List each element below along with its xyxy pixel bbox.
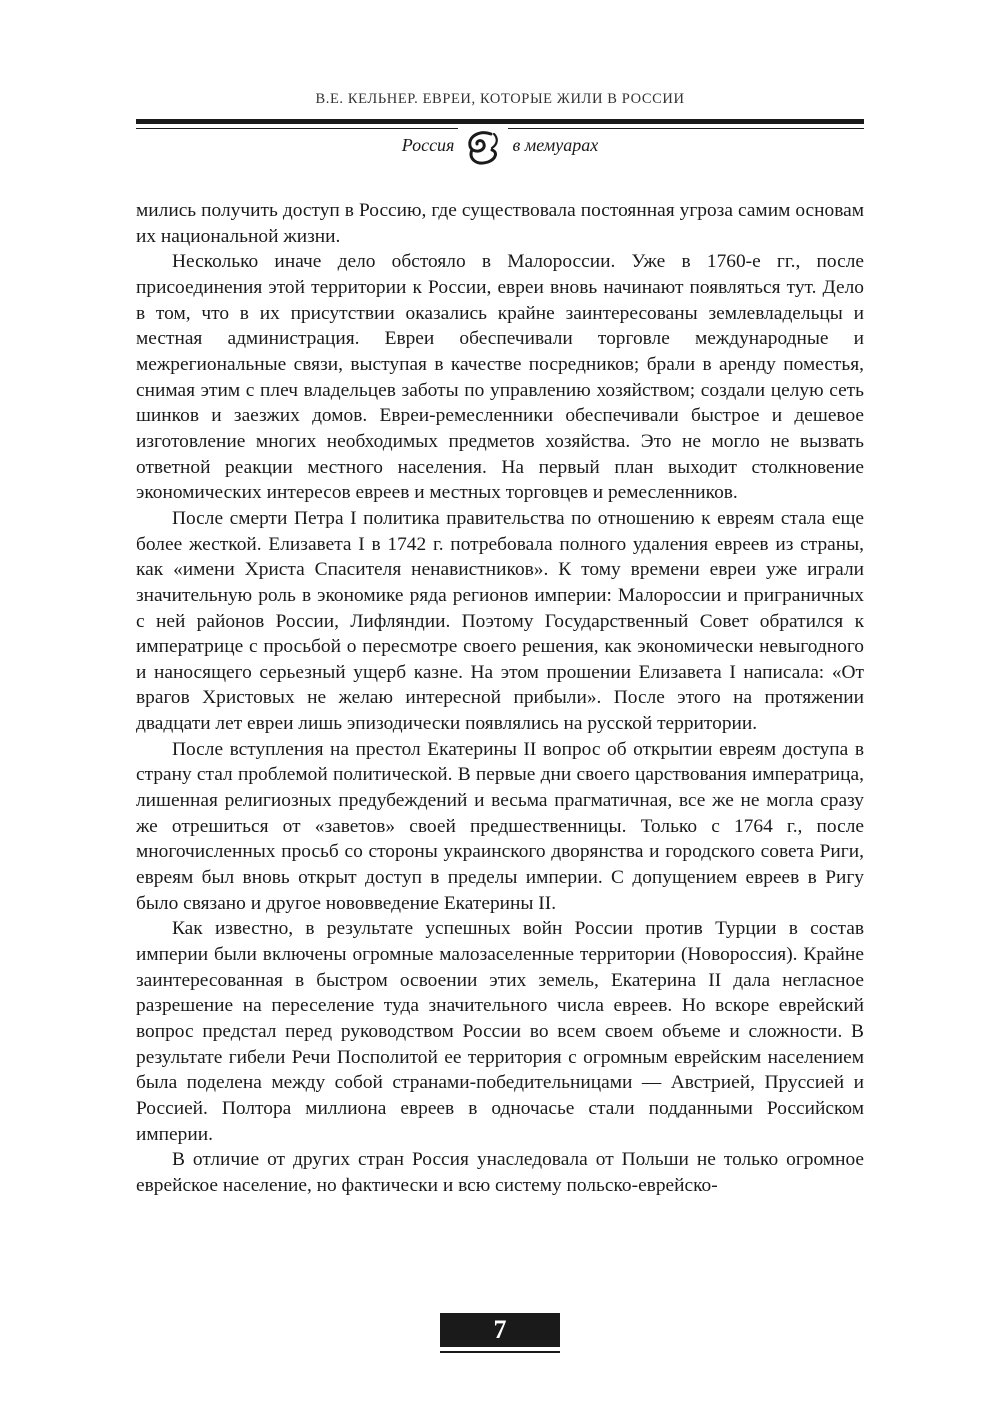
running-head: В.Е. КЕЛЬНЕР. ЕВРЕИ, КОТОРЫЕ ЖИЛИ В РОССИИ [315,91,685,107]
page-number: 7 [440,1313,560,1347]
paragraph: Как известно, в результате успешных войн России против Турции в состав империи были включены огромные малозаселенные территории (Новороссия). Крайне заинтересованная в быстром освоении этих земель, Екатерина II дала негласное разрешение на переселение туда значительного числа евреев. Но вскоре еврейский вопрос предстал перед руководством России во всем своем объеме и сложности. В результате гибели Речи Посполитой ее территория с огромным еврейским населением была поделена между собой странами-победительницами — Австрией, Пруссией и Россией. Полтора миллиона евреев в одночасье стали подданными Российском империи. [136,918,864,1145]
paragraph: После смерти Петра I политика правительства по отношению к евреям стала еще более жесткой. Елизавета I в 1742 г. потребовала полного удаления евреев из страны, как «имени Христа Спасителя ненавистников». К тому времени евреи уже играли значительную роль в экономике ряда регионов империи: Малороссии и приграничных с ней районов России, Лифляндии. Поэтому Государственный Совет обратился к императрице с просьбой о пересмотре своего решения, как экономически невыгодного и наносящего серьезный ущерб казне. На этом прошении Елизавета I написала: «От врагов Христовых не желаю интересной прибыли». После этого на протяжении двадцати лет евреи лишь эпизодически появлялись на русской территории. [136,507,864,735]
header-rule-thick [136,119,864,124]
paragraph: После вступления на престол Екатерины II вопрос об открытии евреям доступа в страну стал проблемой политической. В первые дни своего царствования императрица, лишенная религиозных предубеждений и весьма прагматичная, все же не могла сразу же отрешиться от «заветов» своей предшественницы. Только с 1764 г., после многочисленных просьб со стороны украинского дворянства и городского совета Риги, евреям был вновь открыт доступ в пределы империи. С допущением евреев в Ригу было связано и другое нововведение Екатерины II. [136,738,864,914]
series-title-right: в мемуарах [512,135,599,155]
page-number-rule [440,1351,560,1353]
body-text [136,198,864,1199]
series-emblem-icon [458,128,508,168]
paragraph: Несколько иначе дело обстояло в Малороссии. Уже в 1760-е гг., после присоединения этой территории к России, евреи вновь начинают появляться тут. Дело в том, что в их присутствии оказались крайне заинтересованы землевладельцы и местная администрация. Евреи обеспечивали торговле международные и межрегиональные связи, выступая в качестве посредников; брали в аренду поместья, снимая этим с плеч владельцев заботы по управлению хозяйством; создали целую сеть шинков и заезжих домов. Евреи-ремесленники обеспечивали быстрое и дешевое изготовление многих необходимых предметов хозяйства. Это не могло не вызвать ответной реакции местного населения. На первый план выходит столкновение экономических интересов евреев и местных торговцев и ремесленников. [136,251,864,504]
paragraph: мились получить доступ в Россию, где существовала постоянная угроза самим основам их национальной жизни. [136,200,864,247]
series-title-left: Россия [401,135,455,155]
series-line [136,128,864,168]
paragraph: В отличие от других стран Россия унаследовала от Польши не только огромное еврейское население, но фактически и всю систему польско-еврейско- [136,1149,864,1196]
